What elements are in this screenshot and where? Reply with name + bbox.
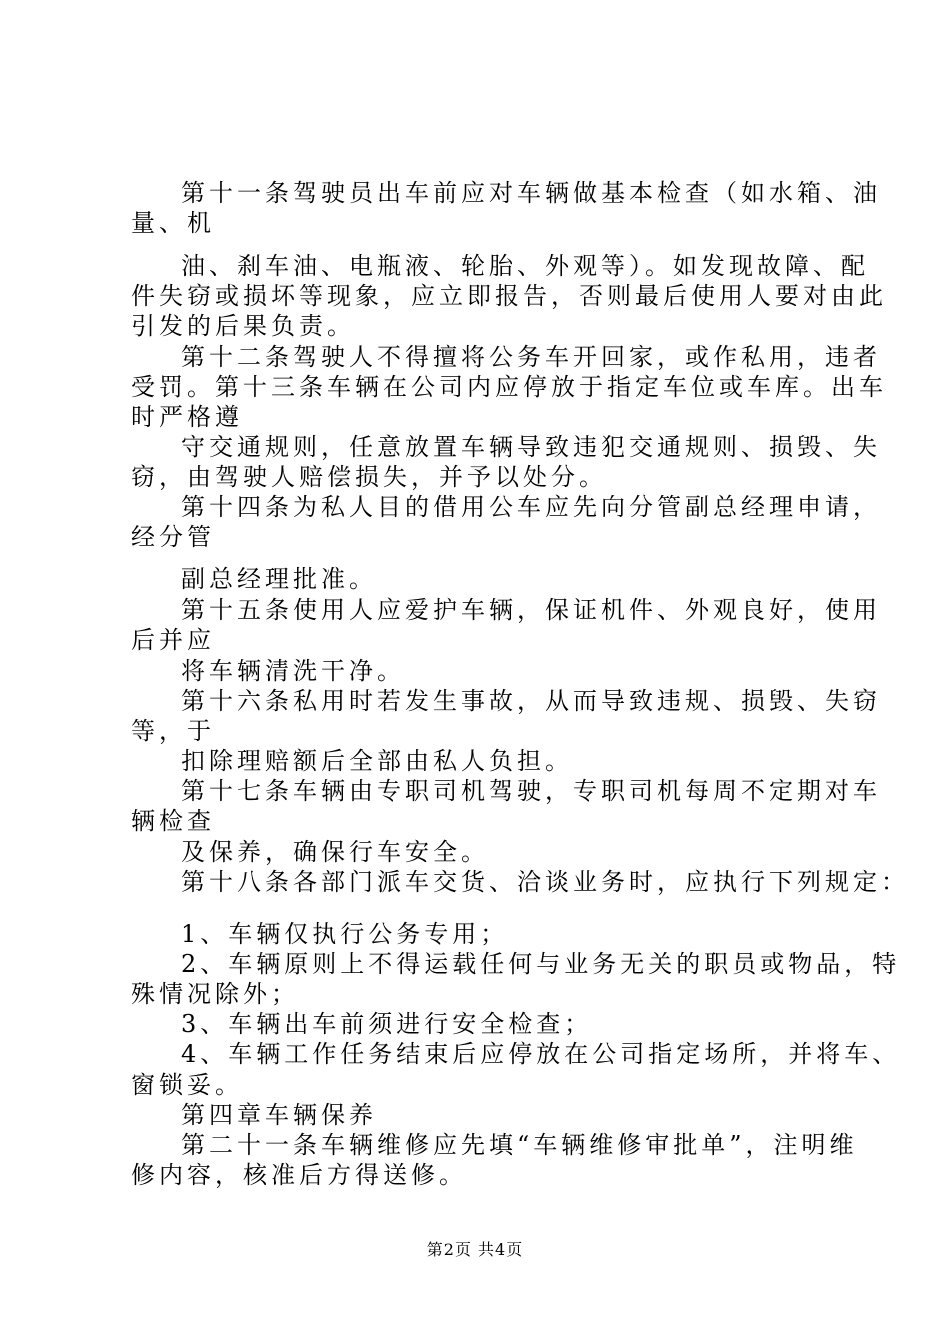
text-line: 引发的后果负责。	[131, 312, 355, 340]
text-line: 第十五条使用人应爱护车辆，保证机件、外观良好，使用	[181, 596, 881, 624]
text-line: 第十四条为私人目的借用公车应先向分管副总经理申请，	[181, 493, 881, 521]
text-line: 1、车辆仅执行公务专用；	[181, 920, 509, 948]
text-line: 守交通规则，任意放置车辆导致违犯交通规则、损毁、失	[181, 433, 881, 461]
text-line: 时严格遵	[131, 403, 243, 431]
text-line: 辆检查	[131, 807, 215, 835]
text-line: 及保养，确保行车安全。	[181, 838, 489, 866]
text-line: 油、刹车油、电瓶液、轮胎、外观等）。如发现故障、配	[181, 252, 869, 280]
text-line: 窗锁妥。	[131, 1071, 243, 1099]
text-line: 件失窃或损坏等现象，应立即报告，否则最后使用人要对由此	[131, 282, 887, 310]
text-line: 4、车辆工作任务结束后应停放在公司指定场所，并将车、	[181, 1040, 901, 1068]
text-line: 第二十一条车辆维修应先填“车辆维修审批单”，注明维	[181, 1131, 858, 1159]
text-line: 第十二条驾驶人不得擅将公务车开回家，或作私用，违者	[181, 343, 881, 371]
text-line: 窃，由驾驶人赔偿损失，并予以处分。	[131, 463, 607, 491]
text-line: 第十六条私用时若发生事故，从而导致违规、损毁、失窃	[181, 687, 881, 715]
text-line: 等，于	[131, 717, 215, 745]
text-line: 扣除理赔额后全部由私人负担。	[181, 747, 573, 775]
text-line: 修内容，核准后方得送修。	[131, 1161, 467, 1189]
text-line: 第十七条车辆由专职司机驾驶，专职司机每周不定期对车	[181, 777, 881, 805]
text-line: 第十八条各部门派车交货、洽谈业务时，应执行下列规定：	[181, 868, 909, 896]
text-line: 第十一条驾驶员出车前应对车辆做基本检查（如水箱、油	[181, 179, 881, 207]
text-line: 量、机	[131, 209, 215, 237]
text-line: 3、车辆出车前须进行安全检查；	[181, 1010, 593, 1038]
text-line: 副总经理批准。	[181, 565, 377, 593]
chapter-heading: 第四章车辆保养	[181, 1101, 377, 1129]
text-line: 经分管	[131, 523, 215, 551]
text-line: 后并应	[131, 626, 215, 654]
text-line: 殊情况除外；	[131, 980, 299, 1008]
text-line: 受罚。第十三条车辆在公司内应停放于指定车位或车库。出车	[131, 373, 887, 401]
page-footer: 第2页 共4页	[426, 1240, 524, 1259]
text-line: 将车辆清洗干净。	[181, 657, 405, 685]
text-line: 2、车辆原则上不得运载任何与业务无关的职员或物品，特	[181, 950, 901, 978]
